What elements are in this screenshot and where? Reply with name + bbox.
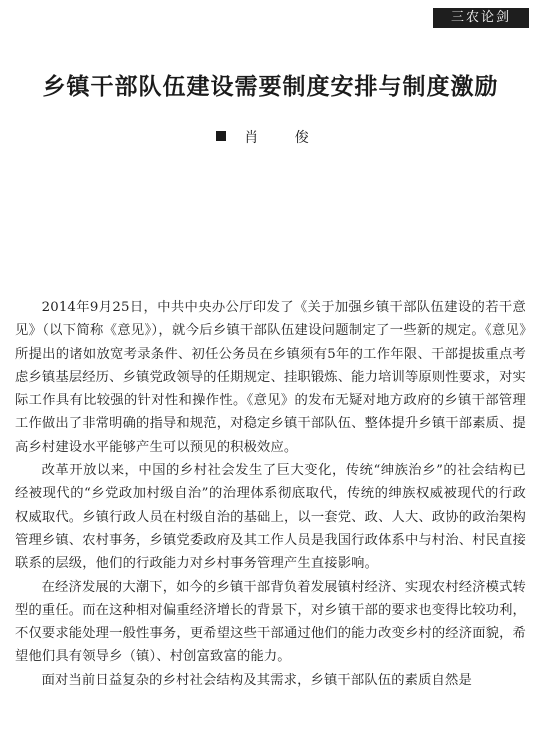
paragraph-4: 面对当前日益复杂的乡村社会结构及其需求，乡镇干部队伍的素质自然是 bbox=[41, 672, 472, 688]
article-title: 乡镇干部队伍建设需要制度安排与制度激励 bbox=[42, 74, 499, 100]
paragraph-2: 改革开放以来，中国的乡村社会发生了巨大变化，传统“绅族治乡”的社会结构已经被现代的“乡党政加村级自治”的治理体系彻底取代，传统的绅族权威被现代的行政权威取代。乡镇行政人员在村级自治的基础上，以一套党、政、人大、政协的政治架构管理乡镇、农村事务，乡镇党委政府及其工作人员是我国行政体系中与村治、村民直接联系的层级，他们的行政能力对乡村事务管理产生直接影响。 bbox=[15, 463, 526, 572]
paragraph-3: 在经济发展的大潮下，如今的乡镇干部背负着发展镇村经济、实现农村经济模式转型的重任。而在这种相对偏重经济增长的背景下，对乡镇干部的要求也变得比较功利，不仅要求能处理一般性事务，更希望这些干部通过他们的能力改变乡村的经济面貌，希望他们具有领导乡（镇）、村创富致富的能力。 bbox=[15, 579, 526, 665]
byline bbox=[0, 127, 541, 147]
author-name: 肖 俊 bbox=[244, 130, 325, 146]
article-body bbox=[15, 296, 526, 692]
column-tag: 三农论剑 bbox=[433, 8, 529, 28]
paragraph-1: 2014年9月25日，中共中央办公厅印发了《关于加强乡镇干部队伍建设的若干意见》（以下简称《意见》），就今后乡镇干部队伍建设问题制定了一些新的规定。《意见》所提出的诸如放宽考录条件、初任公务员在乡镇须有5年的工作年限、干部提拔重点考虑乡镇基层经历、乡镇党政领导的任期规定、挂职锻炼、能力培训等原则性要求，对实际工作具有比较强的针对性和操作性。《意见》的发布无疑对地方政府的乡镇干部管理工作做出了非常明确的指导和规范，对稳定乡镇干部队伍、整体提升乡镇干部素质、提高乡村建设水平能够产生可以预见的积极效应。 bbox=[15, 300, 526, 455]
square-bullet-icon bbox=[216, 131, 226, 141]
